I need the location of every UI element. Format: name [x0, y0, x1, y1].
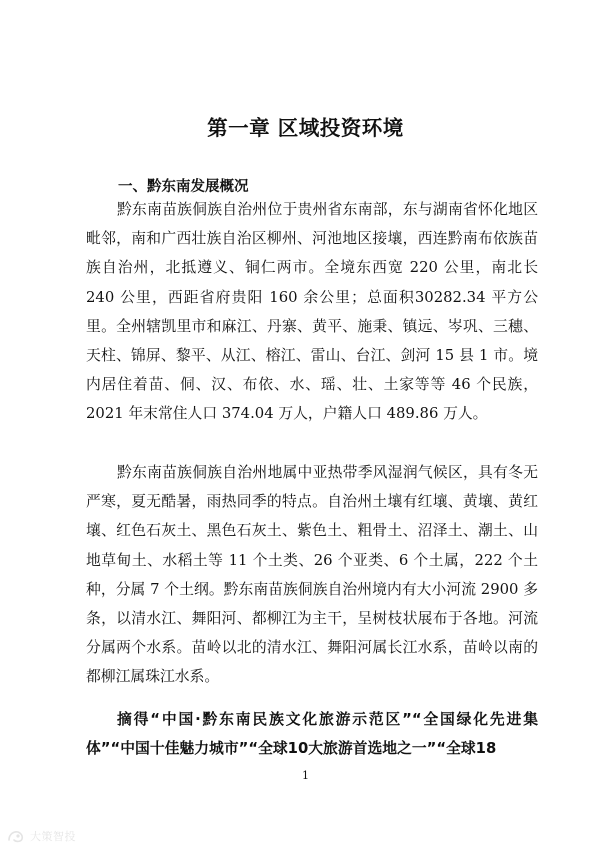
page-number: 1	[302, 769, 309, 782]
paragraph-overview: 黔东南苗族侗族自治州位于贵州省东南部，东与湖南省怀化地区毗邻，南和广西壮族自治区柳州、河池地区接壤，西连黔南布依族苗族自治州，北抵遵义、铜仁两市。全境东西宽 220 公里，南北长 240 公里，西距省府贵阳 160 余公里；总面积30282.34 平方公里。全州辖凯里市和麻江、丹寨、黄平、施秉、镇远、岑巩、三穗、天柱、锦屏、黎平、从江、榕江、雷山、台江、剑河 15 县 1 市。境内居住着苗、侗、汉、布依、水、瑶、壮、土家等等 46 个民族，2021 年末常住人口 374.04 万人，户籍人口 489.86 万人。	[86, 201, 538, 423]
watermark-text: 大策智投	[30, 830, 76, 843]
paragraph-climate: 黔东南苗族侗族自治州地属中亚热带季风湿润气候区，具有冬无严寒，夏无酷暑，雨热同季的特点。自治州土壤有红壤、黄壤、黄红壤、红色石灰土、黑色石灰土、紫色土、粗骨土、沼泽土、潮土、山地草甸土、水稻土等 11 个土类、26 个亚类、6 个土属，222 个土种，分属 7 个土纲。黔东南苗族侗族自治州境内有大小河流 2900 多条，以清水江、舞阳河、都柳江为主干，呈树枝状展布于各地。河流分属两个水系。苗岭以北的清水江、舞阳河属长江水系，苗岭以南的都柳江属珠江水系。	[86, 464, 538, 686]
watermark	[6, 828, 76, 844]
chapter-title: 第一章 区域投资环境	[207, 116, 404, 140]
watermark-logo-icon	[6, 828, 26, 844]
section-heading: 一、黔东南发展概况	[118, 179, 249, 195]
paragraph-honors: 摘得“中国·黔东南民族文化旅游示范区”“全国绿化先进集体”“中国十佳魅力城市”“全球10大旅游首选地之一”“全球18	[86, 711, 538, 758]
